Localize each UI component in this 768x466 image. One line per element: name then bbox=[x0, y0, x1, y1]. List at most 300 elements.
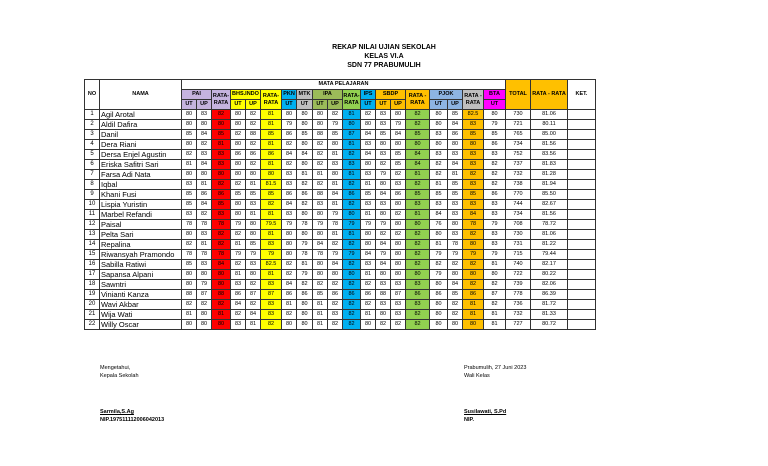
grade-cell: 87 bbox=[391, 290, 406, 300]
student-name: Dera Riani bbox=[100, 140, 182, 150]
table-row bbox=[85, 130, 596, 140]
grade-cell: 83 bbox=[391, 310, 406, 320]
ipa-ut: UT bbox=[313, 100, 328, 110]
grade-cell: 82 bbox=[197, 140, 212, 150]
grade-cell: 81 bbox=[197, 240, 212, 250]
grade-cell: 730 bbox=[506, 110, 531, 120]
grade-cell: 82 bbox=[391, 210, 406, 220]
grade-cell: 82 bbox=[463, 170, 484, 180]
grade-cell: 83 bbox=[376, 280, 391, 290]
grade-cell: 84 bbox=[328, 190, 343, 200]
grade-cell: 80 bbox=[182, 320, 197, 330]
footer-left-sign bbox=[100, 408, 164, 424]
row-number: 12 bbox=[85, 220, 100, 230]
grade-cell: 78 bbox=[182, 250, 197, 260]
row-number: 5 bbox=[85, 150, 100, 160]
grade-cell: 85 bbox=[261, 190, 282, 200]
grade-cell: 81 bbox=[361, 180, 376, 190]
grade-cell: 81 bbox=[328, 180, 343, 190]
grade-cell: 80 bbox=[376, 210, 391, 220]
sbdp-header: SBDP bbox=[376, 90, 406, 100]
grade-cell: 82 bbox=[231, 230, 246, 240]
grade-cell: 82 bbox=[448, 310, 463, 320]
grade-cell: 83 bbox=[343, 160, 361, 170]
grade-cell: 82 bbox=[391, 230, 406, 240]
grade-cell: 83 bbox=[484, 150, 506, 160]
grade-cell: 81 bbox=[484, 260, 506, 270]
grade-cell: 83 bbox=[246, 260, 261, 270]
grade-cell: 84 bbox=[448, 280, 463, 290]
grade-cell: 83 bbox=[328, 310, 343, 320]
grade-cell: 88 bbox=[313, 190, 328, 200]
pjok-header: PJOK bbox=[430, 90, 463, 100]
grade-cell: 82 bbox=[297, 280, 313, 290]
grade-table bbox=[84, 79, 596, 330]
grade-cell: 81 bbox=[297, 170, 313, 180]
grade-cell: 86 bbox=[343, 290, 361, 300]
grade-cell: 81 bbox=[261, 230, 282, 240]
grade-cell: 80 bbox=[231, 200, 246, 210]
table-row bbox=[85, 180, 596, 190]
grade-cell: 83 bbox=[212, 150, 231, 160]
grade-cell: 82 bbox=[231, 260, 246, 270]
grade-cell: 82 bbox=[212, 180, 231, 190]
grade-cell: 80 bbox=[361, 230, 376, 240]
grade-cell: 78 bbox=[297, 250, 313, 260]
grade-cell: 81 bbox=[406, 170, 430, 180]
grade-cell: 82 bbox=[406, 120, 430, 130]
row-number: 15 bbox=[85, 250, 100, 260]
grade-cell: 82 bbox=[343, 200, 361, 210]
footer-left bbox=[100, 364, 139, 380]
grade-cell: 82 bbox=[282, 140, 297, 150]
grade-cell: 722 bbox=[506, 270, 531, 280]
grade-cell: 81 bbox=[212, 310, 231, 320]
grade-cell: 78 bbox=[297, 220, 313, 230]
table-row bbox=[85, 300, 596, 310]
student-name: Khani Fusi bbox=[100, 190, 182, 200]
grade-cell: 79 bbox=[376, 250, 391, 260]
grade-cell: 80.72 bbox=[531, 320, 568, 330]
grade-cell: 83 bbox=[463, 180, 484, 190]
grade-cell: 81 bbox=[343, 230, 361, 240]
grade-cell: 80 bbox=[391, 250, 406, 260]
rata3-header: RATA-RATA bbox=[343, 90, 361, 110]
grade-cell: 83 bbox=[282, 210, 297, 220]
grade-cell: 82 bbox=[406, 180, 430, 190]
grade-cell: 737 bbox=[506, 160, 531, 170]
grade-cell: 731 bbox=[506, 240, 531, 250]
table-row bbox=[85, 120, 596, 130]
grade-cell: 84 bbox=[361, 150, 376, 160]
student-name: Willy Oscar bbox=[100, 320, 182, 330]
grade-cell: 85 bbox=[448, 180, 463, 190]
grade-cell: 80 bbox=[430, 140, 448, 150]
ket-cell bbox=[568, 140, 596, 150]
student-name: Dersa Enjel Agustin bbox=[100, 150, 182, 160]
grade-cell: 80 bbox=[430, 110, 448, 120]
grade-cell: 82 bbox=[328, 300, 343, 310]
grade-cell: 85 bbox=[361, 190, 376, 200]
ket-cell bbox=[568, 160, 596, 170]
grade-cell: 84 bbox=[197, 160, 212, 170]
grade-cell: 82 bbox=[313, 160, 328, 170]
grade-cell: 81 bbox=[313, 300, 328, 310]
no-header: NO bbox=[85, 80, 100, 110]
grade-cell: 82 bbox=[182, 300, 197, 310]
grade-cell: 85 bbox=[297, 130, 313, 140]
grade-cell: 83 bbox=[448, 200, 463, 210]
row-number: 3 bbox=[85, 130, 100, 140]
grade-cell: 80 bbox=[463, 320, 484, 330]
table-row bbox=[85, 310, 596, 320]
grade-cell: 80 bbox=[282, 250, 297, 260]
grade-cell: 80 bbox=[297, 230, 313, 240]
grade-cell: 83 bbox=[197, 150, 212, 160]
grade-cell: 734 bbox=[506, 140, 531, 150]
grade-cell: 80.11 bbox=[531, 120, 568, 130]
grade-cell: 78 bbox=[182, 220, 197, 230]
grade-cell: 83 bbox=[182, 210, 197, 220]
grade-cell: 85 bbox=[448, 290, 463, 300]
grade-cell: 82 bbox=[343, 150, 361, 160]
grade-cell: 85 bbox=[391, 150, 406, 160]
grade-cell: 85 bbox=[448, 110, 463, 120]
grade-cell: 81 bbox=[282, 300, 297, 310]
grade-cell: 81.06 bbox=[531, 110, 568, 120]
table-row bbox=[85, 320, 596, 330]
grade-cell: 84 bbox=[297, 150, 313, 160]
grade-cell: 86 bbox=[484, 140, 506, 150]
grade-cell: 80 bbox=[391, 270, 406, 280]
student-name: Vinianti Kanza bbox=[100, 290, 182, 300]
grade-cell: 85 bbox=[246, 190, 261, 200]
table-row bbox=[85, 150, 596, 160]
grade-cell: 78 bbox=[448, 240, 463, 250]
grade-cell: 82 bbox=[212, 300, 231, 310]
grade-cell: 80 bbox=[343, 120, 361, 130]
grade-cell: 80 bbox=[406, 220, 430, 230]
grade-cell: 80 bbox=[328, 270, 343, 280]
mtk-header: MTK bbox=[297, 90, 313, 100]
grade-cell: 80 bbox=[313, 120, 328, 130]
grade-cell: 81 bbox=[343, 140, 361, 150]
grade-cell: 82 bbox=[261, 200, 282, 210]
grade-cell: 82 bbox=[430, 260, 448, 270]
grade-cell: 82.67 bbox=[531, 200, 568, 210]
grade-cell: 80 bbox=[297, 110, 313, 120]
grade-cell: 83 bbox=[361, 140, 376, 150]
grade-cell: 80 bbox=[282, 320, 297, 330]
grade-cell: 82 bbox=[231, 130, 246, 140]
grade-cell: 734 bbox=[506, 210, 531, 220]
grade-cell: 86 bbox=[448, 130, 463, 140]
grade-cell: 80 bbox=[212, 120, 231, 130]
student-name: Aldil Dafira bbox=[100, 120, 182, 130]
student-name: Eriska Safitri Sari bbox=[100, 160, 182, 170]
grade-cell: 83 bbox=[406, 280, 430, 290]
grade-cell: 88 bbox=[246, 130, 261, 140]
grade-cell: 80 bbox=[297, 140, 313, 150]
grade-cell: 84 bbox=[430, 210, 448, 220]
grade-cell: 82 bbox=[406, 260, 430, 270]
student-name: Paisal bbox=[100, 220, 182, 230]
row-number: 14 bbox=[85, 240, 100, 250]
grade-cell: 81 bbox=[313, 310, 328, 320]
grade-cell: 76 bbox=[430, 220, 448, 230]
row-number: 9 bbox=[85, 190, 100, 200]
grade-cell: 82 bbox=[231, 310, 246, 320]
grade-cell: 83 bbox=[261, 300, 282, 310]
grade-cell: 82 bbox=[212, 240, 231, 250]
grade-cell: 84 bbox=[197, 130, 212, 140]
grade-cell: 82 bbox=[246, 160, 261, 170]
grade-cell: 80 bbox=[313, 230, 328, 240]
grade-cell: 81.06 bbox=[531, 230, 568, 240]
grade-cell: 81.94 bbox=[531, 180, 568, 190]
grade-cell: 80 bbox=[197, 270, 212, 280]
grade-cell: 80 bbox=[448, 320, 463, 330]
row-number: 19 bbox=[85, 290, 100, 300]
row-number: 20 bbox=[85, 300, 100, 310]
grade-rows bbox=[85, 110, 596, 330]
table-row bbox=[85, 160, 596, 170]
grade-cell: 79 bbox=[376, 170, 391, 180]
row-number: 21 bbox=[85, 310, 100, 320]
grade-cell: 84 bbox=[361, 250, 376, 260]
grade-cell: 81 bbox=[328, 230, 343, 240]
student-name: Sabilla Ratiwi bbox=[100, 260, 182, 270]
grade-cell: 87 bbox=[343, 130, 361, 140]
grade-cell: 82 bbox=[448, 300, 463, 310]
grade-cell: 79 bbox=[430, 250, 448, 260]
grade-cell: 83 bbox=[231, 280, 246, 290]
grade-cell: 85 bbox=[182, 190, 197, 200]
grade-cell: 83 bbox=[197, 260, 212, 270]
bindo-up: UP bbox=[246, 100, 261, 110]
student-name: Agil Arotal bbox=[100, 110, 182, 120]
grade-cell: 80 bbox=[430, 230, 448, 240]
grade-cell: 85 bbox=[448, 190, 463, 200]
grade-cell: 85 bbox=[328, 130, 343, 140]
grade-cell: 84 bbox=[406, 160, 430, 170]
grade-cell: 80 bbox=[328, 170, 343, 180]
grade-cell: 82 bbox=[484, 160, 506, 170]
grade-cell: 85.00 bbox=[531, 130, 568, 140]
grade-cell: 81.33 bbox=[531, 310, 568, 320]
grade-cell: 86 bbox=[282, 290, 297, 300]
grade-cell: 80 bbox=[246, 170, 261, 180]
grade-cell: 86 bbox=[231, 290, 246, 300]
row-number: 18 bbox=[85, 280, 100, 290]
pai-ut: UT bbox=[182, 100, 197, 110]
grade-cell: 82 bbox=[484, 170, 506, 180]
footer-right-line2: Wali Kelas bbox=[464, 373, 490, 379]
nama-header: NAMA bbox=[100, 80, 182, 110]
ket-cell bbox=[568, 150, 596, 160]
grade-cell: 80 bbox=[246, 270, 261, 280]
ket-cell bbox=[568, 130, 596, 140]
grade-cell: 85 bbox=[182, 260, 197, 270]
report-school: SDN 77 PRABUMULIH bbox=[347, 62, 421, 69]
grade-cell: 80 bbox=[231, 140, 246, 150]
grade-cell: 81 bbox=[463, 310, 484, 320]
grade-cell: 82 bbox=[313, 180, 328, 190]
grade-cell: 83 bbox=[361, 170, 376, 180]
grade-cell: 81 bbox=[484, 320, 506, 330]
grade-cell: 83 bbox=[463, 200, 484, 210]
grade-cell: 83 bbox=[391, 280, 406, 290]
grade-cell: 78 bbox=[313, 250, 328, 260]
grade-cell: 85 bbox=[463, 130, 484, 140]
grade-cell: 81 bbox=[231, 270, 246, 280]
grade-cell: 81.83 bbox=[531, 160, 568, 170]
grade-cell: 732 bbox=[506, 310, 531, 320]
grade-cell: 86 bbox=[282, 190, 297, 200]
ips-ut: UT bbox=[361, 100, 376, 110]
grade-cell: 80 bbox=[391, 240, 406, 250]
table-row bbox=[85, 190, 596, 200]
row-number: 2 bbox=[85, 120, 100, 130]
grade-cell: 88 bbox=[376, 290, 391, 300]
grade-cell: 738 bbox=[506, 180, 531, 190]
ket-cell bbox=[568, 270, 596, 280]
grade-cell: 85 bbox=[463, 190, 484, 200]
grade-cell: 80 bbox=[313, 270, 328, 280]
grade-cell: 83 bbox=[463, 150, 484, 160]
grade-cell: 83 bbox=[313, 200, 328, 210]
footer-right bbox=[464, 364, 526, 380]
grade-cell: 80 bbox=[391, 260, 406, 270]
grade-cell: 80 bbox=[430, 120, 448, 130]
grade-cell: 80 bbox=[212, 270, 231, 280]
grade-cell: 740 bbox=[506, 260, 531, 270]
grade-cell: 84 bbox=[197, 200, 212, 210]
grade-cell: 732 bbox=[506, 170, 531, 180]
grade-cell: 82 bbox=[282, 310, 297, 320]
grade-cell: 82 bbox=[343, 180, 361, 190]
rata4-header: RATA - RATA bbox=[406, 90, 430, 110]
grade-cell: 81 bbox=[361, 310, 376, 320]
grade-cell: 81 bbox=[261, 110, 282, 120]
pjok-up: UP bbox=[448, 100, 463, 110]
grade-cell: 81 bbox=[361, 270, 376, 280]
grade-cell: 83 bbox=[376, 120, 391, 130]
grade-cell: 739 bbox=[506, 280, 531, 290]
grade-cell: 86 bbox=[261, 150, 282, 160]
grade-cell: 83 bbox=[406, 300, 430, 310]
ket-cell bbox=[568, 260, 596, 270]
grade-cell: 79 bbox=[328, 210, 343, 220]
grade-cell: 83 bbox=[328, 160, 343, 170]
grade-cell: 84 bbox=[328, 260, 343, 270]
grade-cell: 82 bbox=[282, 270, 297, 280]
grade-cell: 80 bbox=[212, 320, 231, 330]
grade-cell: 87 bbox=[246, 290, 261, 300]
grade-cell: 85 bbox=[484, 130, 506, 140]
grade-cell: 85 bbox=[182, 200, 197, 210]
grade-cell: 80 bbox=[282, 110, 297, 120]
grade-cell: 80 bbox=[406, 140, 430, 150]
grade-cell: 80 bbox=[297, 210, 313, 220]
grade-cell: 81 bbox=[246, 180, 261, 190]
student-name: Iqbal bbox=[100, 180, 182, 190]
grade-cell: 80 bbox=[430, 310, 448, 320]
ket-cell bbox=[568, 190, 596, 200]
ips-header: IPS bbox=[361, 90, 376, 100]
grade-cell: 83 bbox=[282, 180, 297, 190]
grade-cell: 82 bbox=[343, 300, 361, 310]
grade-cell: 83 bbox=[448, 150, 463, 160]
grade-cell: 85 bbox=[430, 190, 448, 200]
grade-cell: 78 bbox=[197, 250, 212, 260]
grade-cell: 82 bbox=[391, 170, 406, 180]
grade-cell: 85 bbox=[212, 130, 231, 140]
table-row bbox=[85, 140, 596, 150]
grade-cell: 80 bbox=[212, 170, 231, 180]
grade-cell: 83 bbox=[484, 200, 506, 210]
grade-cell: 80 bbox=[182, 140, 197, 150]
table-row bbox=[85, 210, 596, 220]
grade-cell: 80 bbox=[484, 110, 506, 120]
student-name: Sapansa Alpani bbox=[100, 270, 182, 280]
grade-cell: 80 bbox=[361, 120, 376, 130]
grade-cell: 81.28 bbox=[531, 170, 568, 180]
grade-cell: 81.56 bbox=[531, 210, 568, 220]
grade-cell: 79 bbox=[282, 120, 297, 130]
student-name: Marbel Refandi bbox=[100, 210, 182, 220]
grade-cell: 80 bbox=[212, 280, 231, 290]
grade-cell: 727 bbox=[506, 320, 531, 330]
grade-cell: 80 bbox=[297, 120, 313, 130]
grade-cell: 80 bbox=[231, 210, 246, 220]
grade-cell: 81 bbox=[261, 210, 282, 220]
grade-cell: 82 bbox=[391, 320, 406, 330]
report-class: KELAS VI.A bbox=[364, 53, 404, 60]
grade-cell: 84 bbox=[361, 130, 376, 140]
grade-cell: 83 bbox=[212, 210, 231, 220]
table-row bbox=[85, 240, 596, 250]
grade-cell: 85 bbox=[231, 190, 246, 200]
grade-cell: 83 bbox=[231, 320, 246, 330]
grade-cell: 83 bbox=[376, 110, 391, 120]
mtk-ut: UT bbox=[297, 100, 313, 110]
ket-cell bbox=[568, 250, 596, 260]
row-number: 17 bbox=[85, 270, 100, 280]
grade-cell: 86 bbox=[197, 190, 212, 200]
pjok-ut: UT bbox=[430, 100, 448, 110]
table-row bbox=[85, 220, 596, 230]
grade-cell: 82 bbox=[406, 250, 430, 260]
footer-right-line1: Prabumulih, 27 Juni 2023 bbox=[464, 365, 527, 371]
grade-cell: 80 bbox=[261, 170, 282, 180]
grade-cell: 82 bbox=[182, 150, 197, 160]
grade-cell: 79 bbox=[343, 220, 361, 230]
grade-cell: 82 bbox=[406, 320, 430, 330]
grade-cell: 84 bbox=[448, 120, 463, 130]
grade-cell: 81.72 bbox=[531, 300, 568, 310]
grade-cell: 82 bbox=[406, 310, 430, 320]
grade-cell: 79 bbox=[430, 270, 448, 280]
grade-cell: 81 bbox=[328, 150, 343, 160]
grade-cell: 86 bbox=[430, 290, 448, 300]
table-row bbox=[85, 230, 596, 240]
grade-cell: 82 bbox=[246, 140, 261, 150]
ket-cell bbox=[568, 230, 596, 240]
grade-cell: 82 bbox=[182, 240, 197, 250]
grade-cell: 80 bbox=[297, 300, 313, 310]
grade-cell: 86 bbox=[282, 130, 297, 140]
